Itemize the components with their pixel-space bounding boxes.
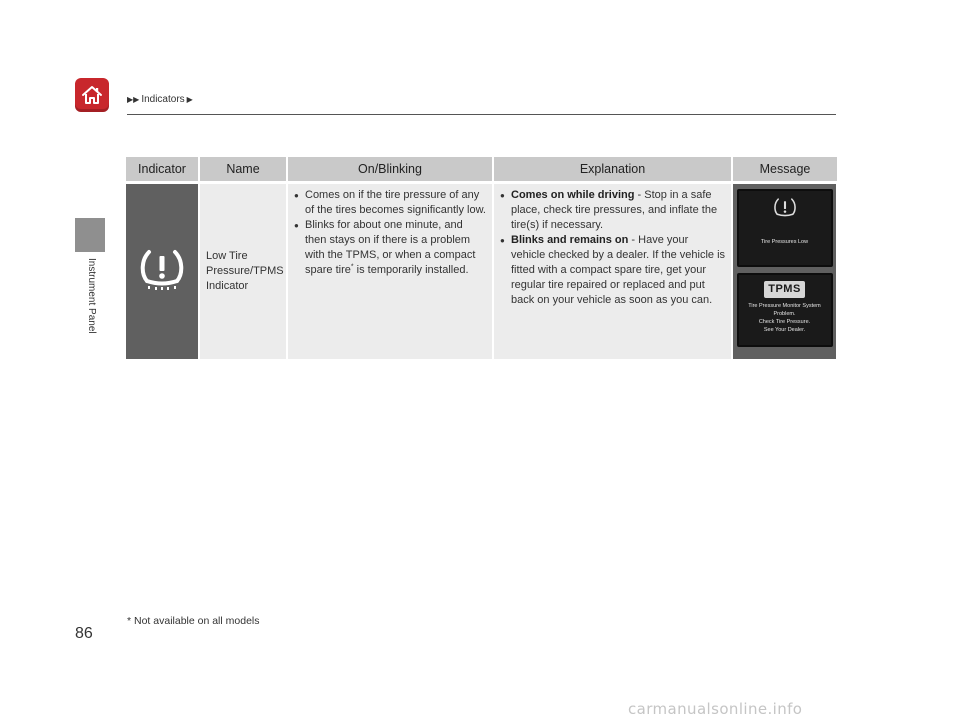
table-header-row	[126, 157, 837, 181]
footnote: * Not available on all models	[127, 615, 260, 627]
breadcrumb-arrow-icon: ▶	[186, 95, 193, 104]
indicator-table	[126, 157, 838, 359]
name-cell	[199, 184, 287, 359]
watermark[interactable]: carmanualsonline.info	[628, 700, 803, 718]
column-header: Indicator	[126, 157, 199, 181]
list-item: ● Comes on if the tire pressure of any of the tires becomes significantly low.	[294, 188, 486, 218]
section-tab	[75, 218, 105, 252]
tire-pressure-warning-icon	[139, 248, 185, 290]
breadcrumb-arrow-icon: ▶▶	[127, 95, 140, 104]
message-line: Check Tire Pressure.	[758, 319, 811, 325]
header-rule	[127, 114, 836, 115]
page-number: 86	[75, 625, 93, 642]
tpms-badge: TPMS	[764, 281, 805, 298]
list-item: ● Blinks and remains on - Have your vehicle checked by a dealer. If the vehicle is fitted with a compact spare tire, get your regular tire repaired or replaced and put back on your vehicle as soon as you can.	[500, 233, 725, 308]
column-header: Message	[732, 157, 837, 181]
list-item: ● Blinks for about one minute, and then stays on if there is a problem with the TPMS, or when a compact spare tire* is temporarily installed.	[294, 218, 486, 278]
list-item: ● Comes on while driving - Stop in a safe place, check tire pressures, and inflate the tire(s) if necessary.	[500, 188, 725, 233]
explanation-cell	[493, 184, 732, 359]
breadcrumb	[127, 94, 193, 105]
indicator-cell	[126, 184, 199, 359]
column-header: Explanation	[493, 157, 732, 181]
message-screen-tpms-problem	[737, 273, 833, 347]
column-header: Name	[199, 157, 287, 181]
footnote-marker: *	[350, 263, 354, 271]
message-line: Problem.	[773, 311, 796, 317]
home-icon	[80, 84, 104, 106]
section-label: Instrument Panel	[86, 258, 97, 334]
breadcrumb-item-indicators[interactable]: Indicators	[141, 94, 185, 105]
message-text: Tire Pressures Low	[760, 239, 809, 245]
tire-pressure-warning-icon	[773, 197, 797, 219]
message-screen-tire-pressures-low	[737, 189, 833, 267]
message-cell	[732, 184, 837, 359]
message-line: Tire Pressure Monitor System	[748, 303, 821, 309]
column-header: On/Blinking	[287, 157, 493, 181]
home-button[interactable]	[75, 78, 109, 112]
message-line: See Your Dealer.	[763, 327, 806, 333]
on-blinking-cell	[287, 184, 493, 359]
indicator-name: Low Tire Pressure/TPMS Indicator	[206, 250, 284, 292]
table-row	[126, 184, 837, 359]
